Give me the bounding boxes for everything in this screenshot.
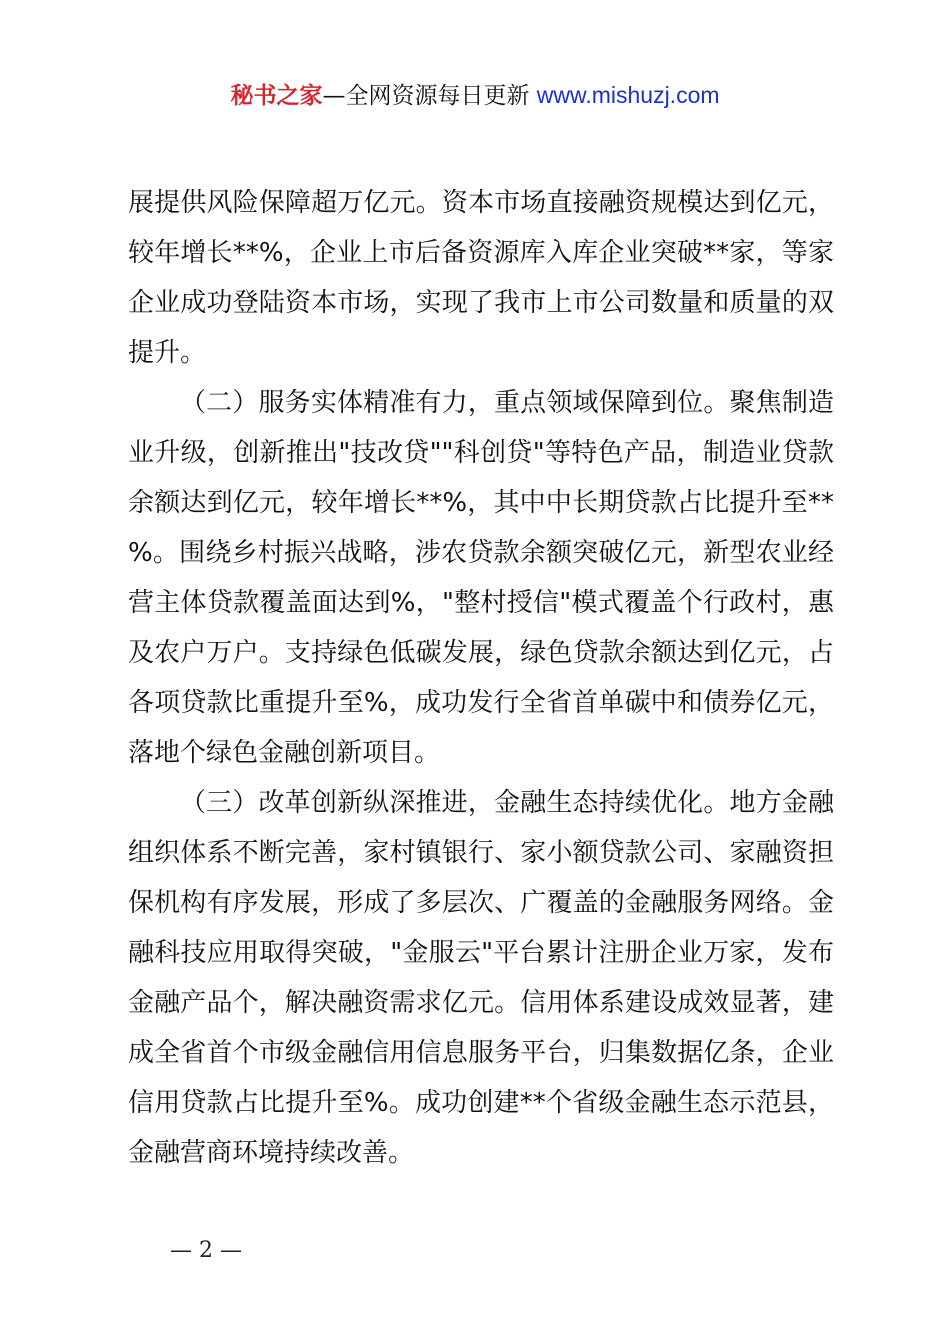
text-line: 企业成功登陆资本市场，实现了我市上市公司数量和质量的双 xyxy=(128,288,834,318)
header-dash: — xyxy=(322,83,346,109)
text-line: 成全省首个市级金融信用信息服务平台，归集数据亿条，企业 xyxy=(128,1038,834,1068)
text-line: 业升级，创新推出"技改贷""科创贷"等特色产品，制造业贷款 xyxy=(128,438,834,468)
text-line: 提升。 xyxy=(128,338,207,368)
brand-name: 秘书之家 xyxy=(230,83,323,109)
paragraph-heading-2: （二）服务实体精准有力，重点领域保障到位。聚焦制造 xyxy=(180,388,834,418)
text-line: 各项贷款比重提升至%，成功发行全省首单碳中和债券亿元， xyxy=(128,688,834,718)
document-body xyxy=(128,178,834,1178)
text-line: 金融营商环境持续改善。 xyxy=(128,1138,415,1168)
text-line: 信用贷款占比提升至%。成功创建**个省级金融生态示范县， xyxy=(128,1088,834,1118)
site-url-link[interactable]: www.mishuzj.com xyxy=(536,82,720,108)
text-line: 展提供风险保障超万亿元。资本市场直接融资规模达到亿元， xyxy=(128,188,834,218)
text-line: 落地个绿色金融创新项目。 xyxy=(128,738,441,768)
text-line: 营主体贷款覆盖面达到%，"整村授信"模式覆盖个行政村，惠 xyxy=(128,588,834,618)
page-number: — 2 — xyxy=(170,1238,242,1263)
text-line: 及农户万户。支持绿色低碳发展，绿色贷款余额达到亿元，占 xyxy=(128,638,834,668)
site-header xyxy=(0,78,950,113)
text-line: 金融产品个，解决融资需求亿元。信用体系建设成效显著，建 xyxy=(128,988,834,1018)
text-line: 较年增长**%，企业上市后备资源库入库企业突破**家，等家 xyxy=(128,238,834,268)
text-line: 保机构有序发展，形成了多层次、广覆盖的金融服务网络。金 xyxy=(128,888,834,918)
text-line: %。围绕乡村振兴战略，涉农贷款余额突破亿元，新型农业经 xyxy=(128,538,834,568)
paragraph-heading-3: （三）改革创新纵深推进，金融生态持续优化。地方金融 xyxy=(180,788,834,818)
text-line: 余额达到亿元，较年增长**%，其中中长期贷款占比提升至** xyxy=(128,488,834,518)
header-tagline: 全网资源每日更新 xyxy=(345,83,530,109)
text-line: 融科技应用取得突破，"金服云"平台累计注册企业万家，发布 xyxy=(128,938,834,968)
text-line: 组织体系不断完善，家村镇银行、家小额贷款公司、家融资担 xyxy=(128,838,834,868)
